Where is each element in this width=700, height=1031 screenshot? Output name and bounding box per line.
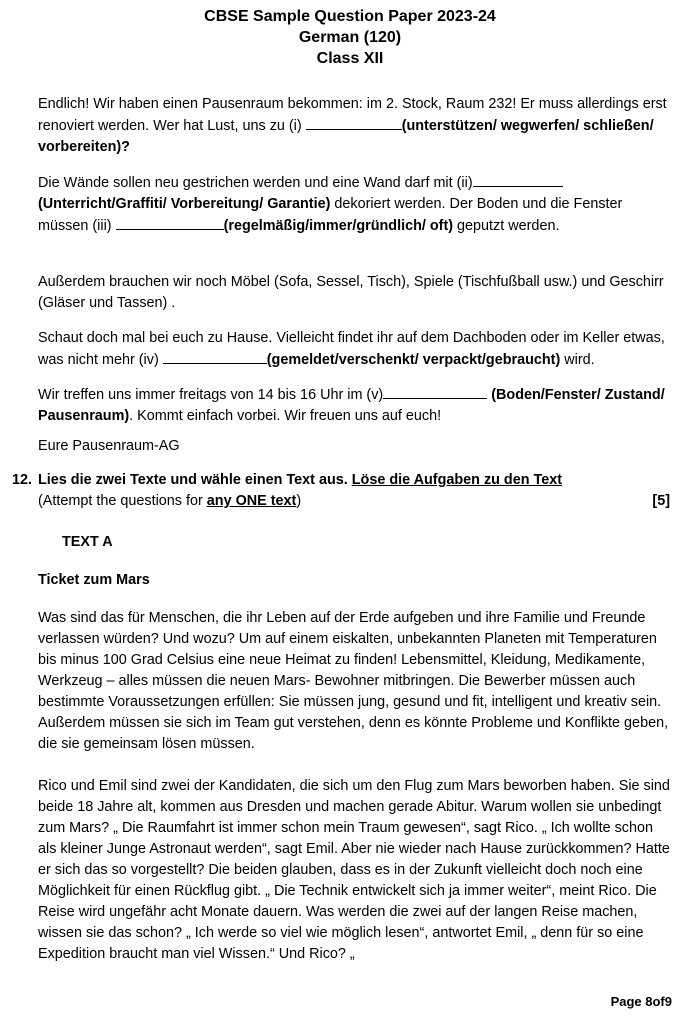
paper-header [0, 6, 700, 69]
paper-title: CBSE Sample Question Paper 2023-24 [204, 8, 496, 25]
notice-paragraph-1: Endlich! Wir haben einen Pausenraum bekommen: im 2. Stock, Raum 232! Er muss allerdings erst renoviert werden. Wer hat Lust, uns zu (i) (unterstützen/ wegwerfen/ schließen/ vorbereiten)? [38, 96, 667, 155]
question-number: 12. [12, 472, 33, 488]
blank-ii [473, 172, 563, 187]
options-ii: (Unterricht/Graffiti/ Vorbereitung/ Garantie) [38, 196, 331, 212]
options-iv: (gemeldet/verschenkt/ verpackt/gebraucht) [266, 352, 561, 368]
options-v: (Boden/Fenster/ Zustand/ Pausenraum) [38, 387, 665, 424]
notice-paragraph-2: Die Wände sollen neu gestrichen werden und eine Wand darf mit (ii)(Unterricht/Graffiti/ Vorbereitung/ Garantie) dekoriert werden. Der Boden und die Fenster müssen (iii) (regelmäßig/immer/gründlich/ oft) geputzt werden. [38, 172, 674, 237]
blank-i [306, 115, 402, 130]
text-a-paragraph-2: Rico und Emil sind zwei der Kandidaten, die sich um den Flug zum Mars beworben haben. Sie sind beide 18 Jahre alt, kommen aus Dresden und machen gerade Abitur. Warum wollen sie unbedingt zum Mars? „ Die Raumfahrt ist immer schon mein Traum gewesen“, sagt Rico. „ Ich wollte schon als kleiner Junge Astronaut werden“, sagt Emil. Aber nie wieder nach Hause zurückkommen? Hatte er sich das so vorgestellt? Die beiden glauben, dass es in der Zukunft vielleicht doch noch eine Möglichkeit für einen Rückflug gibt. „ Die Technik entwickelt sich ja immer weiter“, meint Rico. Die Reise wird ungefähr acht Monate dauern. Was werden die zwei auf der langen Reise machen, wissen sie das schon? „ Ich werde so viel wie möglich lesen“, antwortet Emil, „ denn für so eine Expedition braucht man viel Wissen.“ Und Rico? „ [38, 778, 670, 962]
notice-paragraph-3: Außerdem brauchen wir noch Möbel (Sofa, Sessel, Tisch), Spiele (Tischfußball usw.) und Geschirr (Gläser und Tassen) . [38, 274, 664, 311]
text-a-label: TEXT A [62, 534, 113, 550]
notice-paragraph-4: Schaut doch mal bei euch zu Hause. Vielleicht findet ihr auf dem Dachboden oder im Keller etwas, was nicht mehr (iv) (gemeldet/verschenkt/ verpackt/gebraucht) wird. [38, 330, 665, 368]
notice-paragraph-5: Wir treffen uns immer freitags von 14 bis 16 Uhr im (v) (Boden/Fenster/ Zustand/ Pausenraum). Kommt einfach vorbei. Wir freuen uns auf euch! [38, 384, 674, 427]
options-i: (unterstützen/ wegwerfen/ schließen/ vorbereiten)? [38, 118, 654, 155]
notice-signature: Eure Pausenraum-AG [38, 438, 180, 454]
paper-subject: German (120) [298, 29, 402, 46]
options-iii: (regelmäßig/immer/gründlich/ oft) [223, 218, 454, 234]
blank-iv [163, 349, 267, 364]
blank-iii [116, 215, 224, 230]
text-a-title: Ticket zum Mars [38, 572, 150, 588]
question-12-instruction: Lies die zwei Texte und wähle einen Text aus. Löse die Aufgaben zu den Text (Attempt the questions for any ONE text) [38, 472, 563, 509]
page-number: Page 8of9 [610, 994, 672, 1009]
text-a-paragraph-1: Was sind das für Menschen, die ihr Leben auf der Erde aufgeben und ihre Familie und Freunde verlassen würden? Und wozu? Um auf einem eiskalten, unbekannten Planeten mit Temperaturen bis minus 100 Grad Celsius eine neue Heimat zu finden! Lebensmittel, Kleidung, Medikamente, Werkzeug – alles müssen die neuen Mars- Bewohner mitbringen. Die Bewerber müssen auch bestimmte Voraussetzungen erfüllen: Sie müssen jung, gesund und fit, intelligent und kreativ sein. Außerdem müssen sie sich im Team gut verstehen, denn es könnte Probleme und Konflikte geben, die sie gemeinsam lösen müssen. [38, 610, 669, 752]
blank-v [383, 384, 487, 399]
question-marks: [5] [652, 493, 670, 509]
paper-class: Class XII [316, 50, 384, 67]
